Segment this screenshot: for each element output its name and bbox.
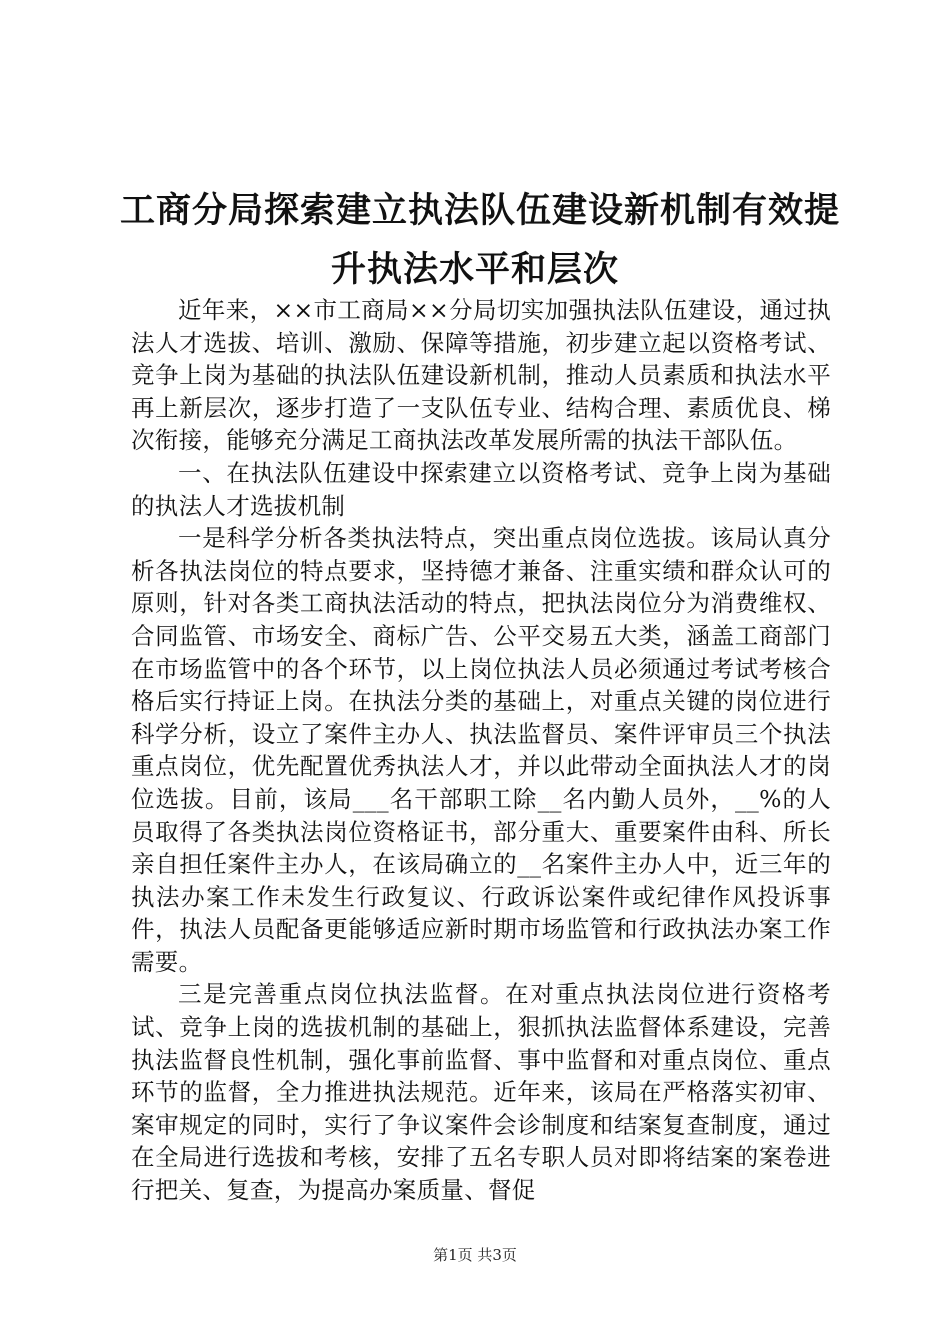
document-title-line-1: 工商分局探索建立执法队伍建设新机制有效提	[120, 190, 841, 231]
document-title-line-2: 升执法水平和层次	[330, 249, 619, 290]
paragraph-point-1: 一是科学分析各类执法特点，突出重点岗位选拔。该局认真分析各执法岗位的特点要求，坚持德才兼备、注重实绩和群众认可的原则，针对各类工商执法活动的特点，把执法岗位分为消费维权、合同监管、市场安全、商标广告、公平交易五大类，涵盖工商部门在市场监管中的各个环节，以上岗位执法人员必须通过考试考核合格后实行持证上岗。在执法分类的基础上，对重点关键的岗位进行科学分析，设立了案件主办人、执法监督员、案件评审员三个执法重点岗位，优先配置优秀执法人才，并以此带动全面执法人才的岗位选拔。目前，该局___名干部职工除__名内勤人员外，__%的人员取得了各类执法岗位资格证书，部分重大、重要案件由科、所长亲自担任案件主办人，在该局确立的__名案件主办人中，近三年的执法办案工作未发生行政复议、行政诉讼案件或纪律作风投诉事件，执法人员配备更能够适应新时期市场监管和行政执法办案工作需要。	[131, 524, 831, 976]
document-body	[131, 294, 831, 1207]
paragraph-point-3: 三是完善重点岗位执法监督。在对重点执法岗位进行资格考试、竞争上岗的选拔机制的基础上，狠抓执法监督体系建设，完善执法监督良性机制，强化事前监督、事中监督和对重点岗位、重点环节的监督，全力推进执法规范。近年来，该局在严格落实初审、案审规定的同时，实行了争议案件会诊制度和结案复查制度，通过在全局进行选拔和考核，安排了五名专职人员对即将结案的案卷进行把关、复查，为提高办案质量、督促	[131, 980, 831, 1205]
paragraph-intro: 近年来，××市工商局××分局切实加强执法队伍建设，通过执法人才选拔、培训、激励、保障等措施，初步建立起以资格考试、竞争上岗为基础的执法队伍建设新机制，推动人员素质和执法水平再上新层次，逐步打造了一支队伍专业、结构合理、素质优良、梯次衔接，能够充分满足工商执法改革发展所需的执法干部队伍。	[131, 296, 831, 455]
section-heading-1: 一、在执法队伍建设中探索建立以资格考试、竞争上岗为基础的执法人才选拔机制	[131, 458, 831, 520]
page-number-footer: 第1页 共3页	[433, 1246, 517, 1264]
